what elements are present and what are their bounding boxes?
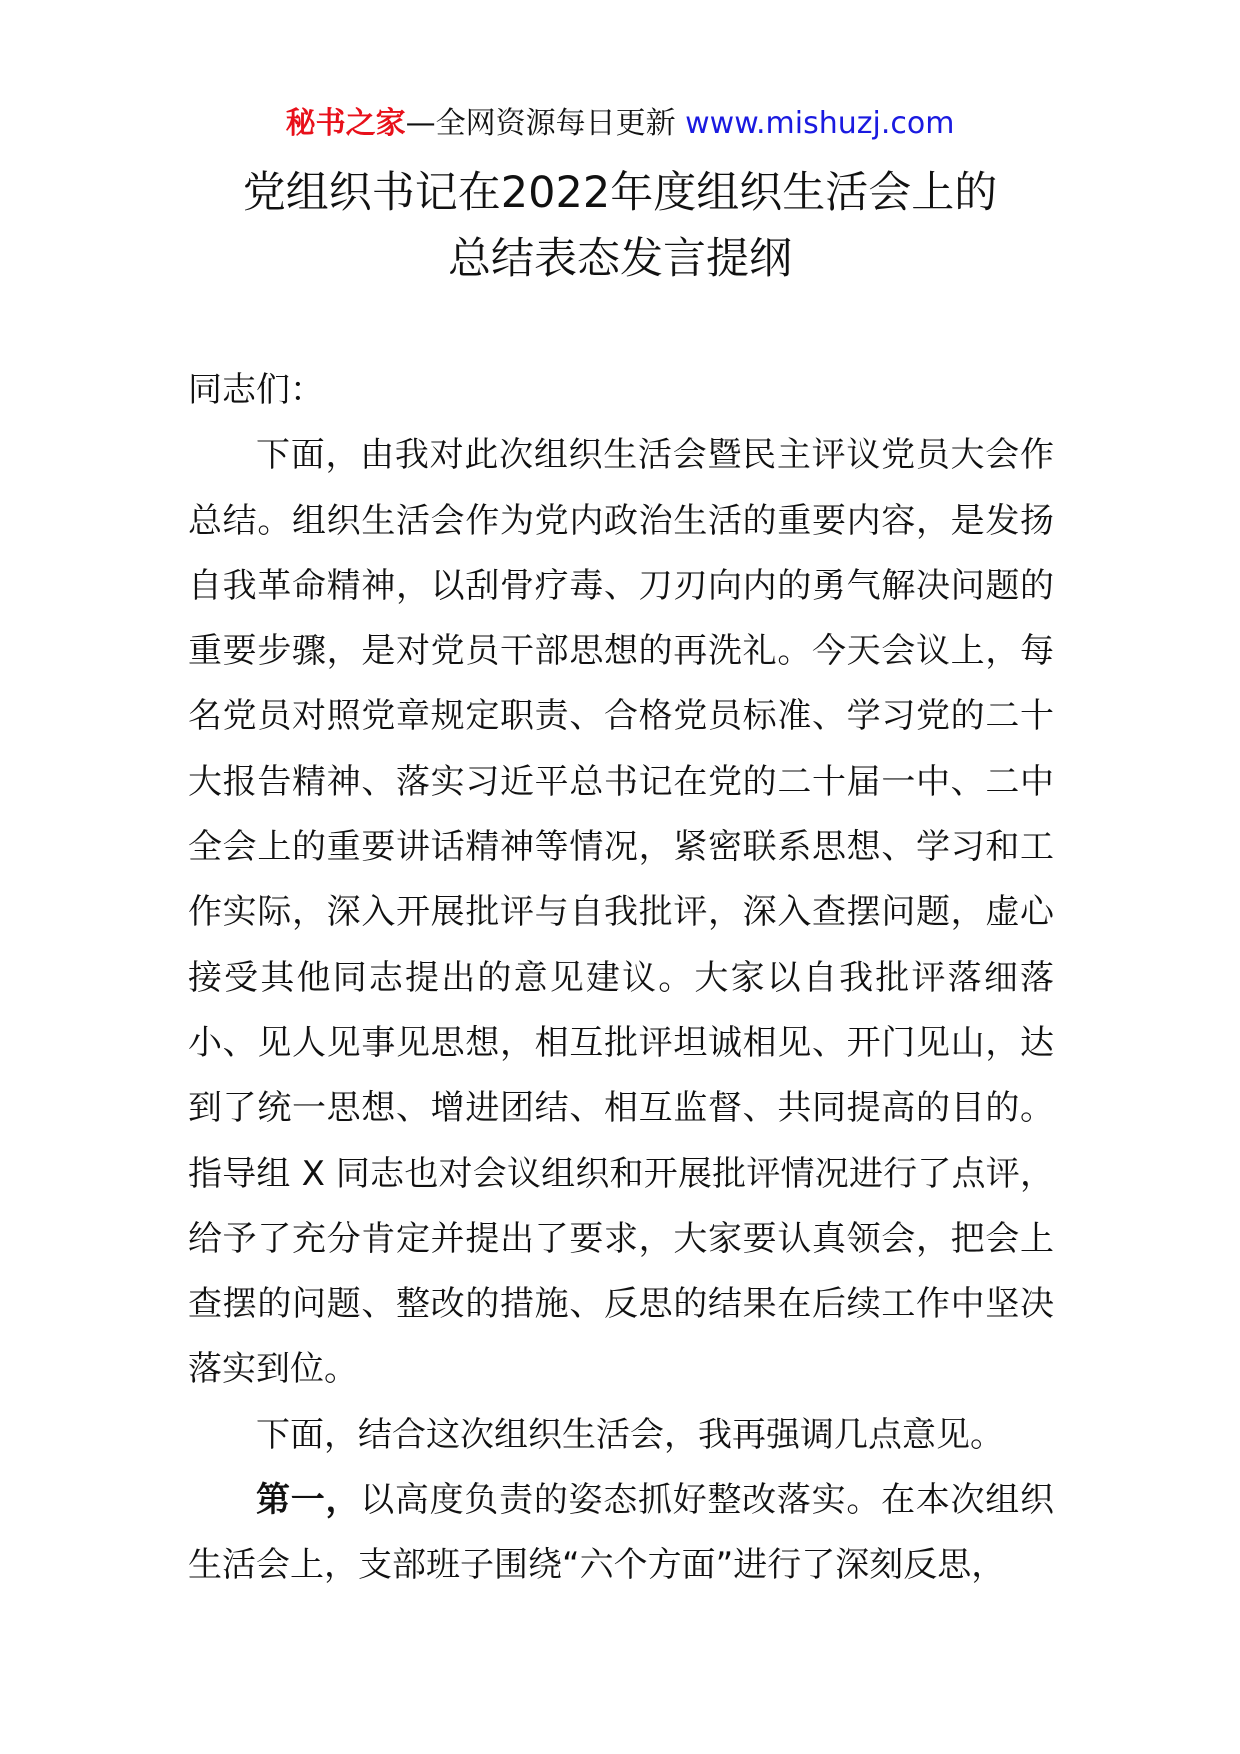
title-line-2: 总结表态发言提纲 [448, 234, 792, 284]
site-url[interactable]: www.mishuzj.com [685, 106, 955, 141]
point-1-lead: 第一， [256, 1480, 361, 1521]
site-header [0, 102, 1240, 146]
document-title [0, 160, 1240, 292]
salutation: 同志们： [188, 370, 324, 410]
document-body [188, 358, 1054, 1599]
paragraph-summary: 下面，由我对此次组织生活会暨民主评议党员大会作总结。组织生活会作为党内政治生活的重要内容，是发扬自我革命精神，以刮骨疗毒、刀刃向内的勇气解决问题的重要步骤，是对党员干部思想的再洗礼。今天会议上，每名党员对照党章规定职责、合格党员标准、学习党的二十大报告精神、落实习近平总书记在党的二十届一中、二中全会上的重要讲话精神等情况，紧密联系思想、学习和工作实际，深入开展批评与自我批评，深入查摆问题，虚心接受其他同志提出的意见建议。大家以自我批评落细落小、见人见事见思想，相互批评坦诚相见、开门见山，达到了统一思想、增进团结、相互监督、共同提高的目的。指导组 X 同志也对会议组织和开展批评情况进行了点评，给予了充分肯定并提出了要求，大家要认真领会，把会上查摆的问题、整改的措施、反思的结果在后续工作中坚决落实到位。 [188, 435, 1054, 1390]
header-slogan: —全网资源每日更新 [405, 106, 676, 141]
paragraph-point-1 [188, 1468, 1054, 1599]
paragraph-transition: 下面，结合这次组织生活会，我再强调几点意见。 [256, 1414, 1004, 1455]
title-line-1: 党组织书记在2022年度组织生活会上的 [242, 168, 998, 218]
point-1-text: 以高度负责的姿态抓好整改落实。在本次组织生活会上，支部班子围绕“六个方面”进行了深刻反思， [188, 1480, 1055, 1586]
brand-name: 秘书之家 [285, 106, 406, 141]
